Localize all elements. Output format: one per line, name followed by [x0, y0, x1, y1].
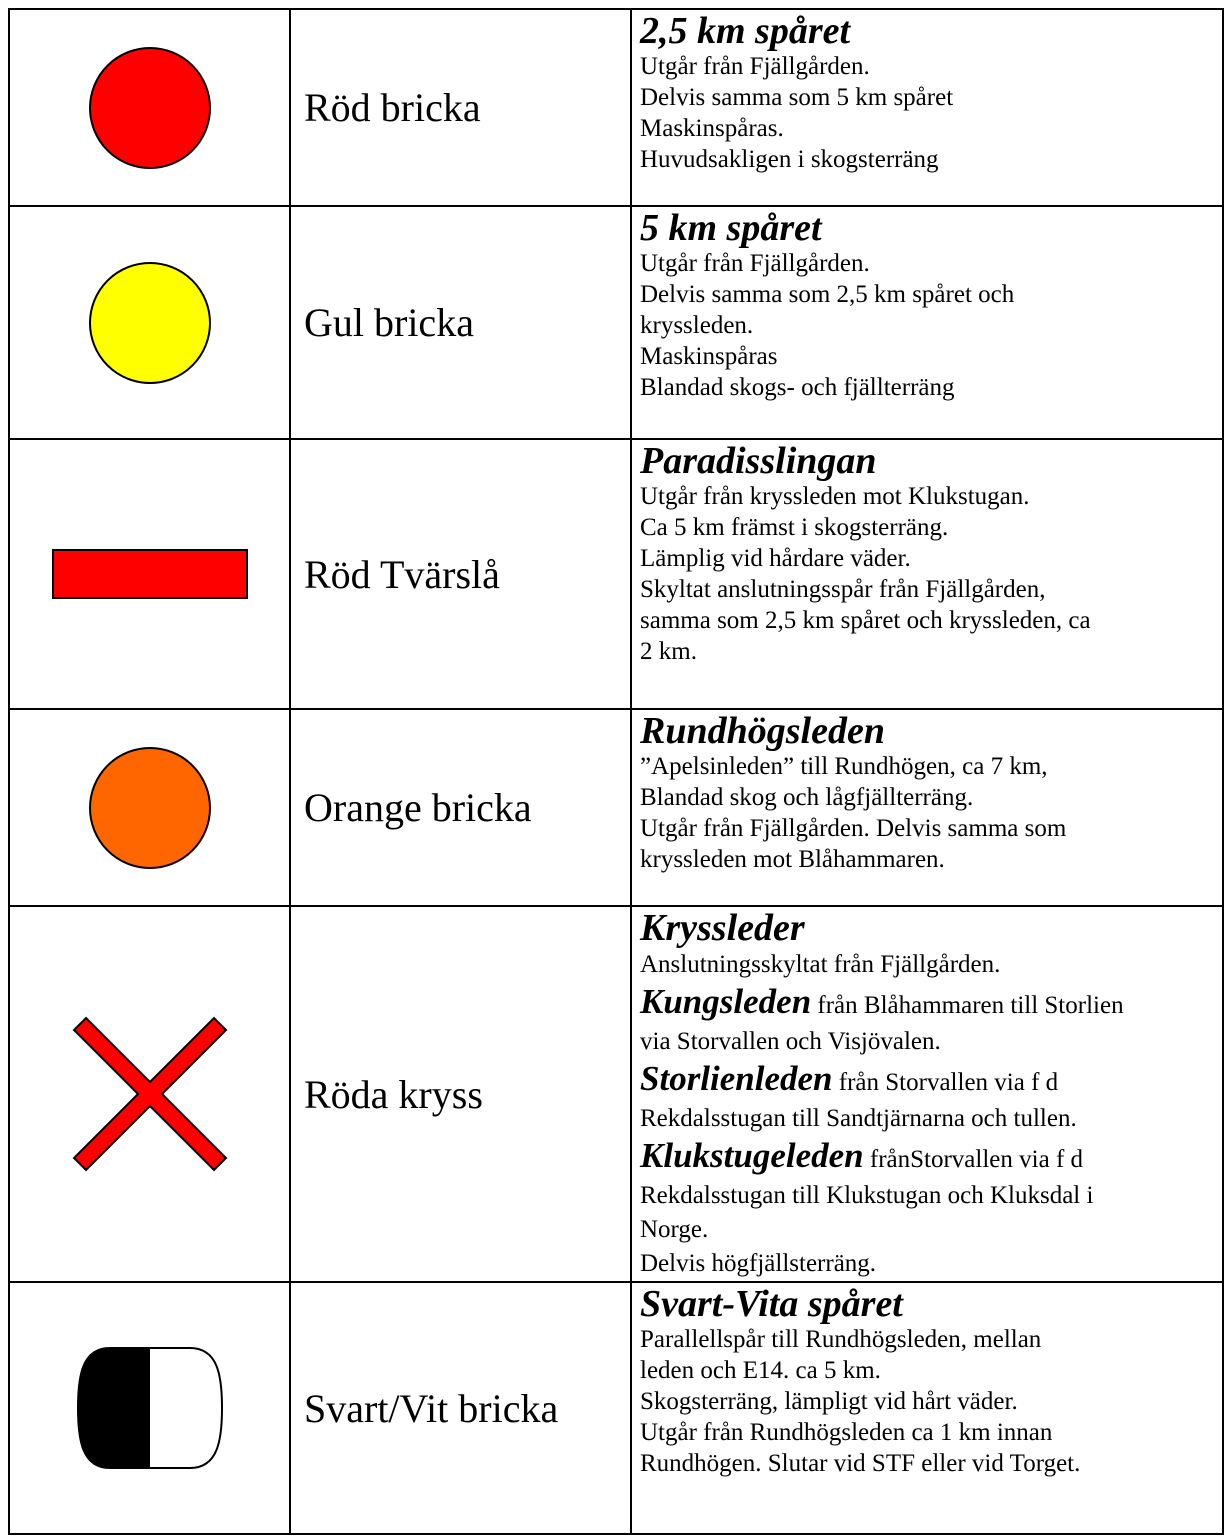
description-line: Skyltat anslutningsspår från Fjällgården, [640, 576, 1046, 603]
red-circle-icon [88, 46, 212, 170]
description-line: samma som 2,5 km spåret och kryssleden, ca [640, 607, 1091, 634]
trail-description [631, 709, 1223, 906]
sub-trail-text: från Storvallen via f d [832, 1069, 1059, 1096]
marker-name: Gul bricka [290, 206, 631, 439]
sub-trail-title: Klukstugeleden [640, 1136, 864, 1175]
description-line: ”Apelsinleden” till Rundhögen, ca 7 km, [640, 753, 1048, 780]
table-row [9, 709, 1223, 906]
sub-trail-text: från Blåhammaren till Storlien [811, 992, 1124, 1019]
description-line: Blandad skogs- och fjällterräng [640, 374, 955, 401]
table-row [9, 906, 1223, 1282]
description-line: Lämplig vid hårdare väder. [640, 545, 911, 572]
description-line: Delvis samma som 2,5 km spåret och [640, 281, 1015, 308]
description-line: Utgår från Fjällgården. [640, 250, 870, 277]
table-row [9, 206, 1223, 439]
trail-description [631, 439, 1223, 709]
trail-description [631, 206, 1223, 439]
description-line: Utgår från Rundhögsleden ca 1 km innan [640, 1419, 1053, 1446]
description-line: via Storvallen och Visjövalen. [640, 1028, 941, 1055]
symbol-cell [9, 439, 290, 709]
trail-title: Svart-Vita spåret [640, 1283, 903, 1325]
red-bar-icon [51, 548, 249, 600]
description-line: Ca 5 km främst i skogsterräng. [640, 514, 949, 541]
description-line: Rundhögen. Slutar vid STF eller vid Torget. [640, 1450, 1081, 1477]
marker-name: Röd bricka [290, 9, 631, 206]
description-line: Anslutningsskyltat från Fjällgården. [640, 951, 1001, 978]
description-line: Maskinspåras. [640, 115, 784, 142]
description-line: Huvudsakligen i skogsterräng [640, 146, 939, 173]
description-line: Parallellspår till Rundhögsleden, mellan [640, 1326, 1042, 1353]
yellow-circle-icon [88, 261, 212, 385]
sub-trail-text: frånStorvallen via f d [863, 1146, 1084, 1173]
trail-title: 2,5 km spåret [640, 10, 851, 52]
description-line: Delvis samma som 5 km spåret [640, 84, 954, 111]
description-line: Utgår från kryssleden mot Klukstugan. [640, 483, 1030, 510]
sub-trail-line [640, 1059, 1216, 1102]
description-line: kryssleden mot Blåhammaren. [640, 846, 945, 873]
description-line: Rekdalsstugan till Sandtjärnarna och tullen. [640, 1105, 1077, 1132]
description-line: kryssleden. [640, 312, 754, 339]
sub-trail-line [640, 1136, 1216, 1179]
description-line: 2 km. [640, 638, 697, 665]
table-row [9, 9, 1223, 206]
black-white-marker-icon [76, 1346, 224, 1470]
marker-name: Svart/Vit bricka [290, 1282, 631, 1534]
trail-title: Rundhögsleden [640, 710, 885, 752]
sub-trail-title: Storlienleden [640, 1059, 833, 1098]
orange-circle-icon [88, 746, 212, 870]
description-line: Utgår från Fjällgården. Delvis samma som [640, 815, 1067, 842]
trail-description [631, 9, 1223, 206]
description-line: Blandad skog och lågfjällterräng. [640, 784, 974, 811]
table-row [9, 439, 1223, 709]
trail-title: 5 km spåret [640, 207, 822, 249]
marker-name: Röd Tvärslå [290, 439, 631, 709]
description-line: Utgår från Fjällgården. [640, 53, 870, 80]
marker-name: Röda kryss [290, 906, 631, 1282]
symbol-cell [9, 9, 290, 206]
trail-description [631, 1282, 1223, 1534]
description-line: Norge. [640, 1216, 709, 1243]
trail-title: Paradisslingan [640, 440, 877, 482]
symbol-cell [9, 206, 290, 439]
description-line: leden och E14. ca 5 km. [640, 1357, 881, 1384]
red-cross-icon [72, 1016, 228, 1172]
table-row [9, 1282, 1223, 1534]
marker-name: Orange bricka [290, 709, 631, 906]
sub-trail-line [640, 982, 1216, 1025]
trail-marking-table [8, 8, 1224, 1535]
trail-description [631, 906, 1223, 1282]
symbol-cell [9, 709, 290, 906]
symbol-cell [9, 906, 290, 1282]
description-line: Rekdalsstugan till Klukstugan och Kluksdal i [640, 1182, 1094, 1209]
symbol-cell [9, 1282, 290, 1534]
description-line: Delvis högfjällsterräng. [640, 1250, 877, 1277]
description-line: Maskinspåras [640, 343, 778, 370]
trail-title: Kryssleder [640, 907, 805, 949]
description-line: Skogsterräng, lämpligt vid hårt väder. [640, 1388, 1018, 1415]
sub-trail-title: Kungsleden [640, 982, 812, 1021]
